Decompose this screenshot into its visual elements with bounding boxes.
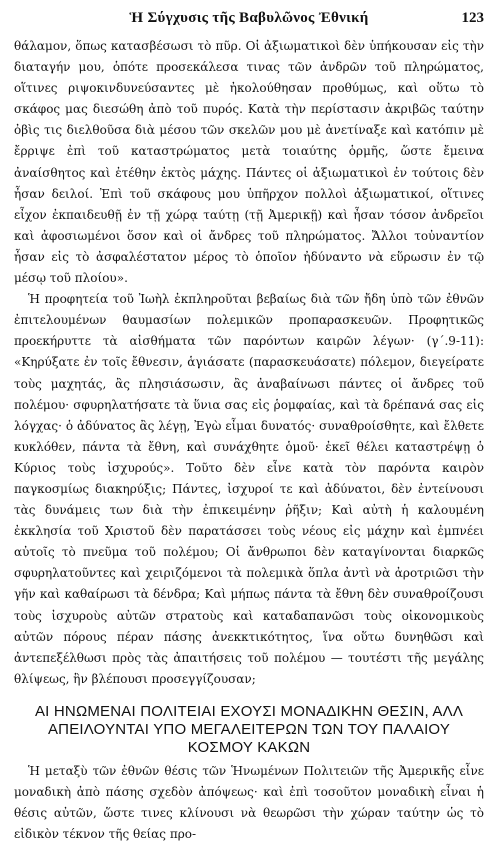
section-heading: ΑΙ ΗΝΩΜΕΝΑΙ ΠΟΛΙΤΕΙΑΙ ΕΧΟΥΣΙ ΜΟΝΑΔΙΚΗΝ ΘΕΣΙΝ, ΑΛΛ ΑΠΕΙΛΟΥΝΤΑΙ ΥΠΟ ΜΕΓΑΛΕΙΤΕΡΩΝ ΤΩΝ ΤΟΥ ΠΑΛΑΙΟΥ ΚΟΣΜΟΥ ΚΑΚΩΝ	[34, 702, 464, 756]
body-paragraph-joel-prophecy: Ἡ προφητεία τοῦ Ἰωὴλ ἐκπληροῦται βεβαίως διὰ τῶν ἤδη ὑπὸ τῶν ἐθνῶν ἐπιτελουμένων θαυμασίων πολεμικῶν προπαρασκευῶν. Προφητικῶς προεκήρυττε τὰ αἰσθήματα τῶν παρόντων καιρῶν λέγων· (γ΄.9-11): «Κηρύξατε ἐν τοῖς ἔθνεσιν, ἁγιάσατε (παρασκευάσατε) πόλεμον, διεγείρατε τοὺς μαχητάς, ἂς πλησιάσωσιν, ἂς ἀναβαίνωσι πάντες οἱ ἄνδρες τοῦ πολέμου· σφυρηλατήσατε τὰ ὕνια σας εἰς ῥομφαίας, καὶ τὰ δρέπανά σας εἰς λόγχας· ὁ ἀδύνατος ἂς λέγῃ, Ἐγὼ εἶμαι δυνατός· συναθροίσθητε, καὶ ἔλθετε κυκλόθεν, πάντα τὰ ἔθνη, καὶ συνάχθητε ὁμοῦ· ἐκεῖ θέλει καταστρέψῃ ὁ Κύριος τοὺς ἰσχυρούς». Τοῦτο δὲν εἶνε κατὰ τὸν παρόντα καιρὸν παγκοσμίως διακηρύξις; Πάντες, ἰσχυροί τε καὶ ἀδύνατοι, δὲν ἐντείνουσι τὰς δυνάμεις των διὰ τὴν ἐπικειμένην ῥῆξιν; Καὶ αὐτὴ ἡ καλουμένη ἐκκλησία τοῦ Χριστοῦ δὲν παρατάσσει τοὺς νέους εἰς μάχην καὶ ἐμπνέει αὐτοῖς τὸ πνεῦμα τοῦ πολέμου; Οἱ ἄνθρωποι δὲν καταγίνονται διαρκῶς σφυρηλατοῦντες καὶ χειριζόμενοι τὰ πολεμικὰ ὅπλα ἀντὶ νὰ ἀροτριῶσι τὴν γῆν καὶ καθαίρωσι τὰ δένδρα; Καὶ μήπως πάντα τὰ ἔθνη δὲν συναθροίζουσι τοὺς ἰσχυροὺς αὐτῶν στρατοὺς καὶ καταδαπανῶσι τοὺς οἰκονομικοὺς αὐτῶν πόρους πέραν πάσης ἀνεκκτικότητος, ἵνα οὕτω δυνηθῶσι καὶ ἀντεπεξέλθωσι πρὸς τὰς ἀπαιτήσεις τοῦ πολέμου — τουτέστι τῆς μεγάλης θλίψεως, ἣν βλέπουσι προσεγγίζουσαν;	[14, 292, 484, 686]
page-header	[14, 6, 484, 36]
body-paragraph-section-start: Ἡ μεταξὺ τῶν ἐθνῶν θέσις τῶν Ἡνωμένων Πολιτειῶν τῆς Ἀμερικῆς εἶνε μοναδικὴ ἀπὸ πάσης σχεδὸν ἀπόψεως· καὶ ἐπὶ τοσοῦτον μοναδικὴ εἶναι ἡ θέσις αὐτῶν, ὥστε τινες κλίνουσι νὰ θεωρῶσι τὴν χώραν ταύτην ὡς τὸ εἰδικὸν τέκνον τῆς θείας προ-	[14, 763, 484, 842]
page-number: 123	[461, 10, 484, 26]
section-body	[14, 761, 484, 845]
running-title: Ἡ Σύγχυσις τῆς Βαβυλῶνος Ἐθνική	[129, 10, 369, 26]
page-body	[14, 36, 484, 690]
body-paragraph-continued: θάλαμον, ὅπως κατασβέσωσι τὸ πῦρ. Οἱ ἀξιωματικοὶ δὲν ὑπήκουσαν εἰς τὴν διαταγήν μου, ὁπότε προσεκάλεσα τινας τῶν ἀνδρῶν τοῦ πληρώματος, οἵτινες ριψοκινδυνεύσαντες μὲ ἠκολούθησαν προθύμως, καὶ οὕτω τὸ σκάφος μας διεσώθη ἀπὸ τοῦ πυρός. Κατὰ τὴν περίστασιν ἀκριβῶς ταύτην ὀβὶς τις διελθοῦσα διὰ μέσου τῶν σκελῶν μου μὲ ἀνετίναξε καὶ κατόπιν μὲ ἔρριψε ἐπὶ τοῦ καταστρώματος μετὰ τοιαύτης ὁρμῆς, ὥστε ἔμεινα ἀναίσθητος καὶ ἐτέθην ἐκτὸς μάχης. Πάντες οἱ ἀξιωματικοὶ ἐν τούτοις δὲν ἦσαν δειλοί. Ἐπὶ τοῦ σκάφους μου ὑπῆρχον πολλοὶ ἀξιωματικοί, οἵτινες εἶχον ἐκπαιδευθῇ ἐν τῇ χώρᾳ ταύτῃ (τῇ Ἀμερικῇ) καὶ ἦσαν τόσον ἀνδρεῖοι καὶ ἀφοσιωμένοι ὅσον καὶ οἱ ἄνδρες τοῦ πληρώματος. Ἄλλοι τοὐναντίον ἦσαν εἰς τὸ ἀσφαλέστατον μέρος τὸ ὁποῖον ἠδύναντο νὰ εὕρωσιν ἐν τῷ μέσῳ τοῦ πλοίου».	[14, 39, 484, 286]
